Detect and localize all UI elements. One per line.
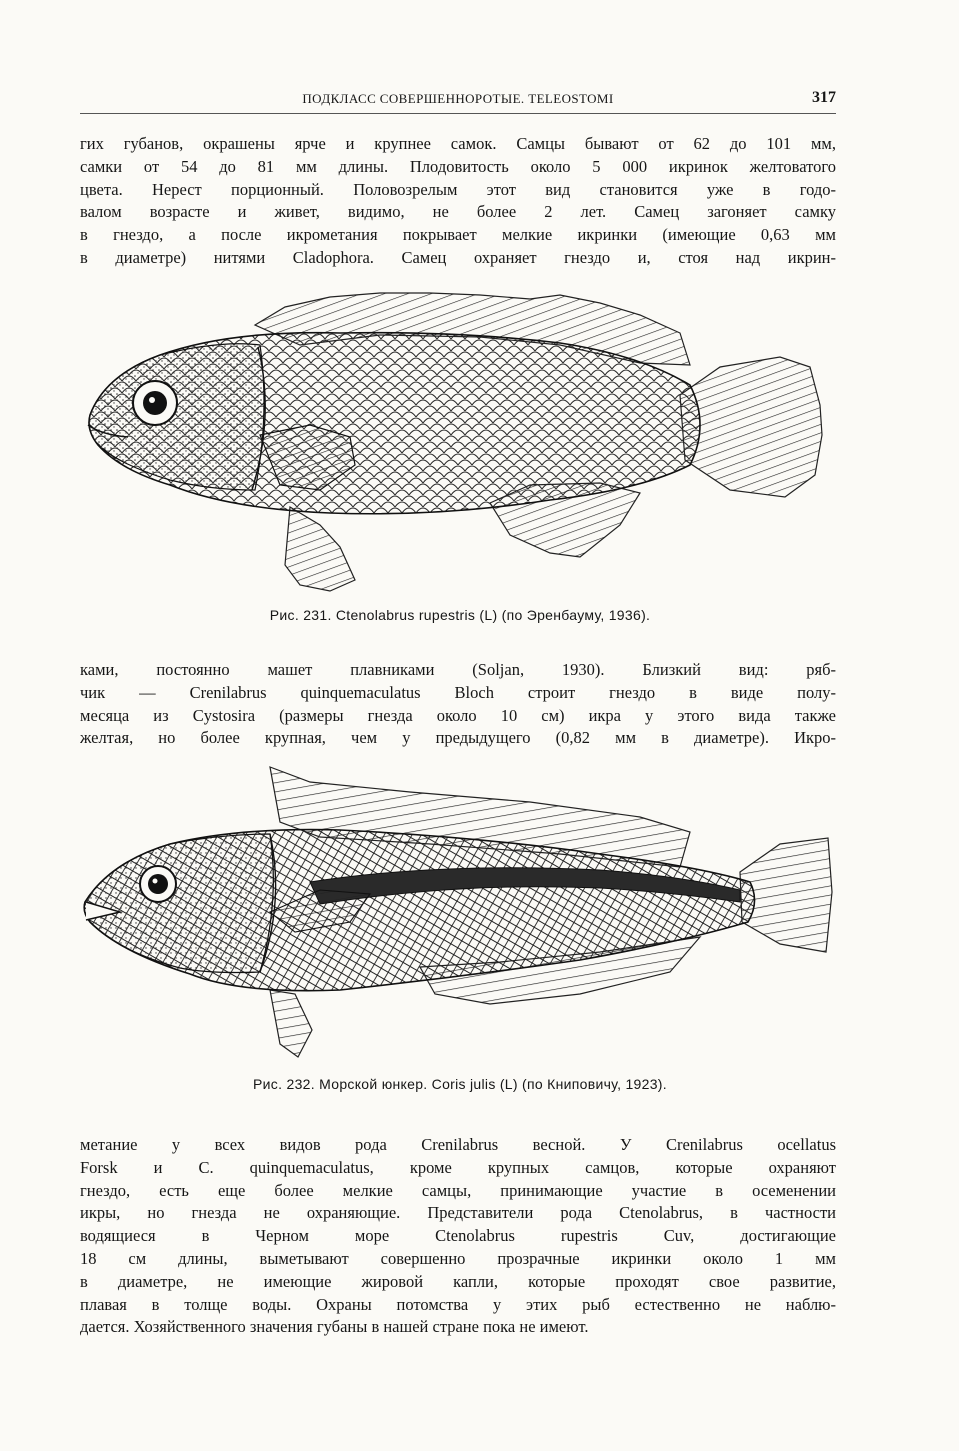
text-line: икры, но гнезда не охраняющие. Представители рода Ctenolabrus, в частности: [80, 1203, 836, 1223]
text-line: 18 см длины, выметывают совершенно прозрачные икринки около 1 мм: [80, 1248, 836, 1268]
text-line: месяца из Cystosira (размеры гнезда около 10 см) икра у этого вида также: [80, 705, 836, 725]
page-number: 317: [812, 89, 836, 106]
text-line: желтая, но более крупная, чем у предыдущего (0,82 мм в диаметре). Икро-: [80, 728, 836, 748]
text-line: водящиеся в Черном море Ctenolabrus rupestris Cuv, достигающие: [80, 1226, 836, 1246]
text-line: метание у всех видов рода Crenilabrus весной. У Crenilabrus ocellatus: [80, 1135, 836, 1154]
figure-caption: Рис. 231. Ctenolabrus rupestris (L) (по Эренбауму, 1936).: [269, 607, 651, 623]
text-line: цвета. Нерест порционный. Половозрелым этот вид становится уже в годо-: [80, 179, 836, 199]
text-line: чик — Crenilabrus quinquemaculatus Bloch строит гнездо в виде полу-: [80, 682, 836, 702]
text-line: самки от 54 до 81 мм длины. Плодовитость около 5 000 икринок желтоватого: [80, 156, 836, 176]
text-line: валом возрасте и живет, видимо, не более 2 лет. Самец загоняет самку: [80, 202, 836, 222]
text-line: гнездо, есть еще более мелкие самцы, принимающие участие в осеменении: [80, 1180, 836, 1200]
fish-illustration-coris: [80, 762, 840, 1062]
text-line: гих губанов, окрашены ярче и крупнее самок. Самцы бывают от 62 до 101 мм,: [80, 134, 836, 153]
paragraph-1: [80, 133, 836, 270]
paragraph-2: [80, 659, 836, 750]
figure-caption: Рис. 232. Морской юнкер. Coris julis (L) (по Книповичу, 1923).: [253, 1076, 667, 1092]
running-head-title: ПОДКЛАСС СОВЕРШЕННОРОТЫЕ. TELEOSTOMI: [302, 91, 614, 106]
text-line: в диаметре) нитями Cladophora. Самец охраняет гнездо и, стоя над икрин-: [80, 247, 836, 267]
text-line: дается. Хозяйственного значения губаны в нашей стране пока не имеют.: [80, 1317, 589, 1337]
text-line: Forsk и C. quinquemaculatus, кроме крупных самцов, которые охраняют: [80, 1157, 836, 1177]
figure-232: [80, 762, 840, 1102]
figure-231: [80, 285, 840, 630]
text-line: ками, постоянно машет плавниками (Soljan, 1930). Близкий вид: ряб-: [80, 660, 836, 679]
running-head: [80, 89, 836, 114]
text-line: в диаметре, не имеющие жировой капли, которые проходят свое развитие,: [80, 1271, 836, 1291]
paragraph-3: [80, 1134, 836, 1339]
text-line: плавая в толще воды. Охраны потомства у этих рыб естественно не наблю-: [80, 1294, 836, 1314]
text-line: в гнездо, а после икрометания покрывает мелкие икринки (имеющие 0,63 мм: [80, 225, 836, 245]
fish-illustration-ctenolabrus: [80, 285, 840, 597]
